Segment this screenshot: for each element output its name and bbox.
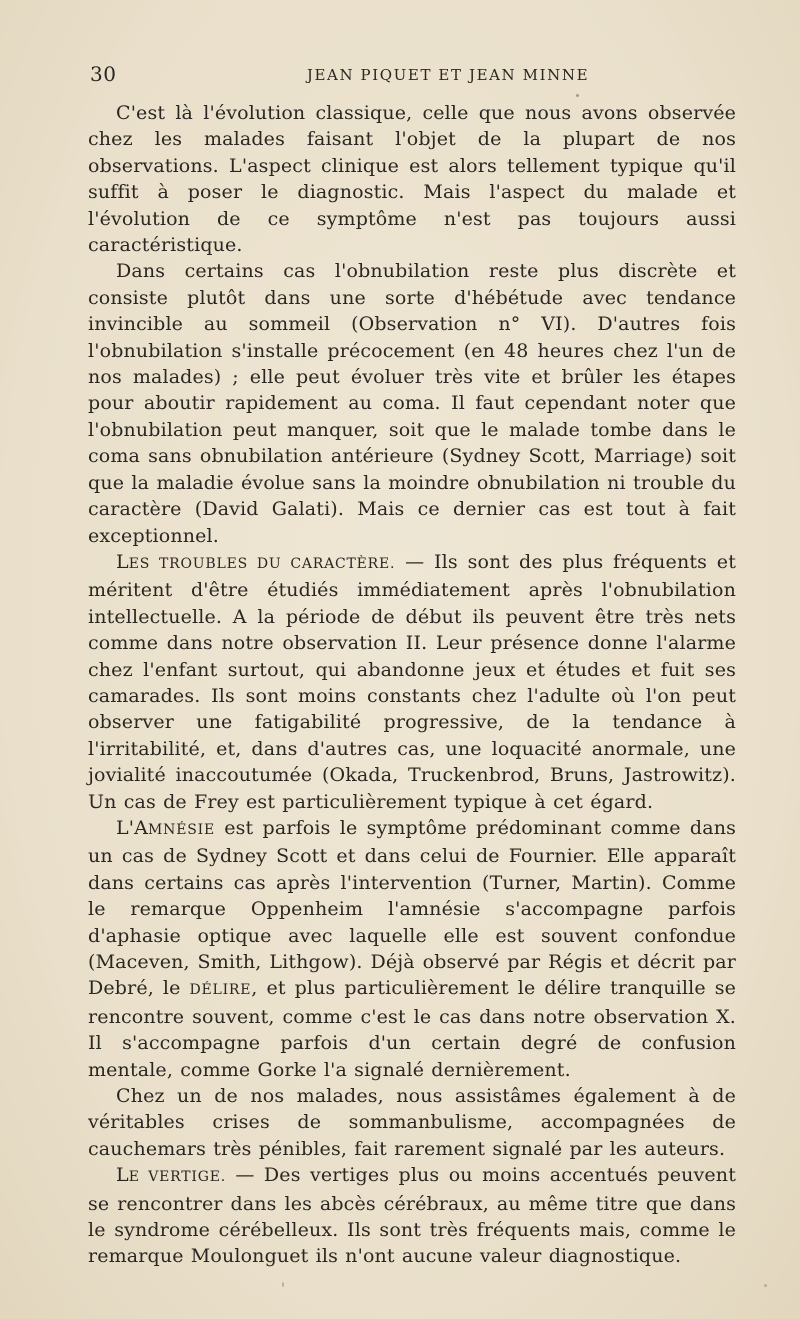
page-header xyxy=(88,62,736,90)
body-text xyxy=(88,100,736,1270)
paragraph-obnubilation xyxy=(88,258,736,548)
section-heading-caps: ES TROUBLES DU CARACTÈRE. xyxy=(128,555,396,572)
page-number: 30 xyxy=(90,62,117,86)
paragraph-text-continued: , et plus particulièrement le délire tranquille se rencontre souvent, comme c'est le cas dans notre observation X. Il s'accompagne parfois d'un certain degré de confusion mentale, comme Gorke l'a signalé dernièrement. xyxy=(88,977,736,1081)
paragraph-amnesie xyxy=(88,815,736,1083)
paragraph-text: — Ils sont des plus fréquents et méritent d'être étudiés immédiatement après l'obnubilation intellectuelle. A la période de début ils peuvent être très nets comme dans notre observation II. Leur présence donne l'alarme chez l'enfant surtout, qui abandonne jeux et études et fuit ses camarades. Ils sont moins constants chez l'adulte où l'on peut observer une fatigabilité progressive, de la tendance à l'irritabilité, et, dans d'autres cas, une loquacité anormale, une jovialité inaccoutumée (Okada, Truckenbrod, Bruns, Jastrowitz). Un cas de Frey est particulièrement typique à cet égard. xyxy=(88,550,736,813)
inline-small-caps: DÉLIRE xyxy=(189,982,252,999)
paragraph-text: C'est là l'évolution classique, celle que nous avons observée chez les malades faisant l'objet de la plupart de nos observations. L'aspect clinique est alors tellement typique qu'il suffit à poser le diagnostic. Mais l'aspect du malade et l'évolution de ce symptôme n'est pas toujours aussi caractéristique. xyxy=(88,102,736,257)
section-heading-initial: L'A xyxy=(116,816,149,839)
paragraph-vertige xyxy=(88,1162,736,1270)
section-heading-caps: E VERTIGE. xyxy=(128,1169,226,1186)
paragraph-troubles-caractere xyxy=(88,549,736,815)
paragraph-text: Dans certains cas l'obnubilation reste plus discrète et consiste plutôt dans une sorte d'hébétude avec tendance invincible au sommeil (Observation n° VI). D'autres fois l'obnubilation s'installe précocement (en 48 heures chez l'un de nos malades) ; elle peut évoluer très vite et brûler les étapes pour aboutir rapidement au coma. Il faut cependant noter que l'obnubilation peut manquer, soit que le malade tombe dans le coma sans obnubilation antérieure (Sydney Scott, Marriage) soit que la maladie évolue sans la moindre obnubilation ni trouble du caractère (David Galati). Mais ce dernier cas est tout à fait exceptionnel. xyxy=(88,260,736,547)
paragraph-evolution xyxy=(88,100,736,258)
section-heading-initial: L xyxy=(116,550,129,573)
section-heading-caps: MNÉSIE xyxy=(148,821,215,838)
paragraph-text: — Des vertiges plus ou moins accentués peuvent se rencontrer dans les abcès cérébraux, au même titre que dans le syndrome cérébelleux. Ils sont très fréquents mais, comme le remarque Moulonguet ils n'ont aucune valeur diagnostique. xyxy=(88,1164,736,1268)
paragraph-somnambulisme xyxy=(88,1083,736,1162)
paper-speck xyxy=(576,94,579,97)
section-heading-initial: L xyxy=(116,1164,129,1187)
paragraph-text: est parfois le symptôme prédominant comme dans un cas de Sydney Scott et dans celui de Fournier. Elle apparaît dans certains cas après l'intervention (Turner, Martin). Comme le remarque Oppenheim l'amnésie s'accompagne parfois d'aphasie optique avec laquelle elle est souvent confondue (Maceven, Smith, Lithgow). Déjà observé par Régis et décrit par Debré, le xyxy=(88,816,736,1000)
paper-speck xyxy=(282,1282,284,1287)
paragraph-text: Chez un de nos malades, nous assistâmes également à de véritables crises de sommanbulisme, accompagnées de cauchemars très pénibles, fait rarement signalé par les auteurs. xyxy=(88,1085,736,1160)
running-head: JEAN PIQUET ET JEAN MINNE xyxy=(306,66,590,84)
paper-speck xyxy=(764,1284,767,1287)
